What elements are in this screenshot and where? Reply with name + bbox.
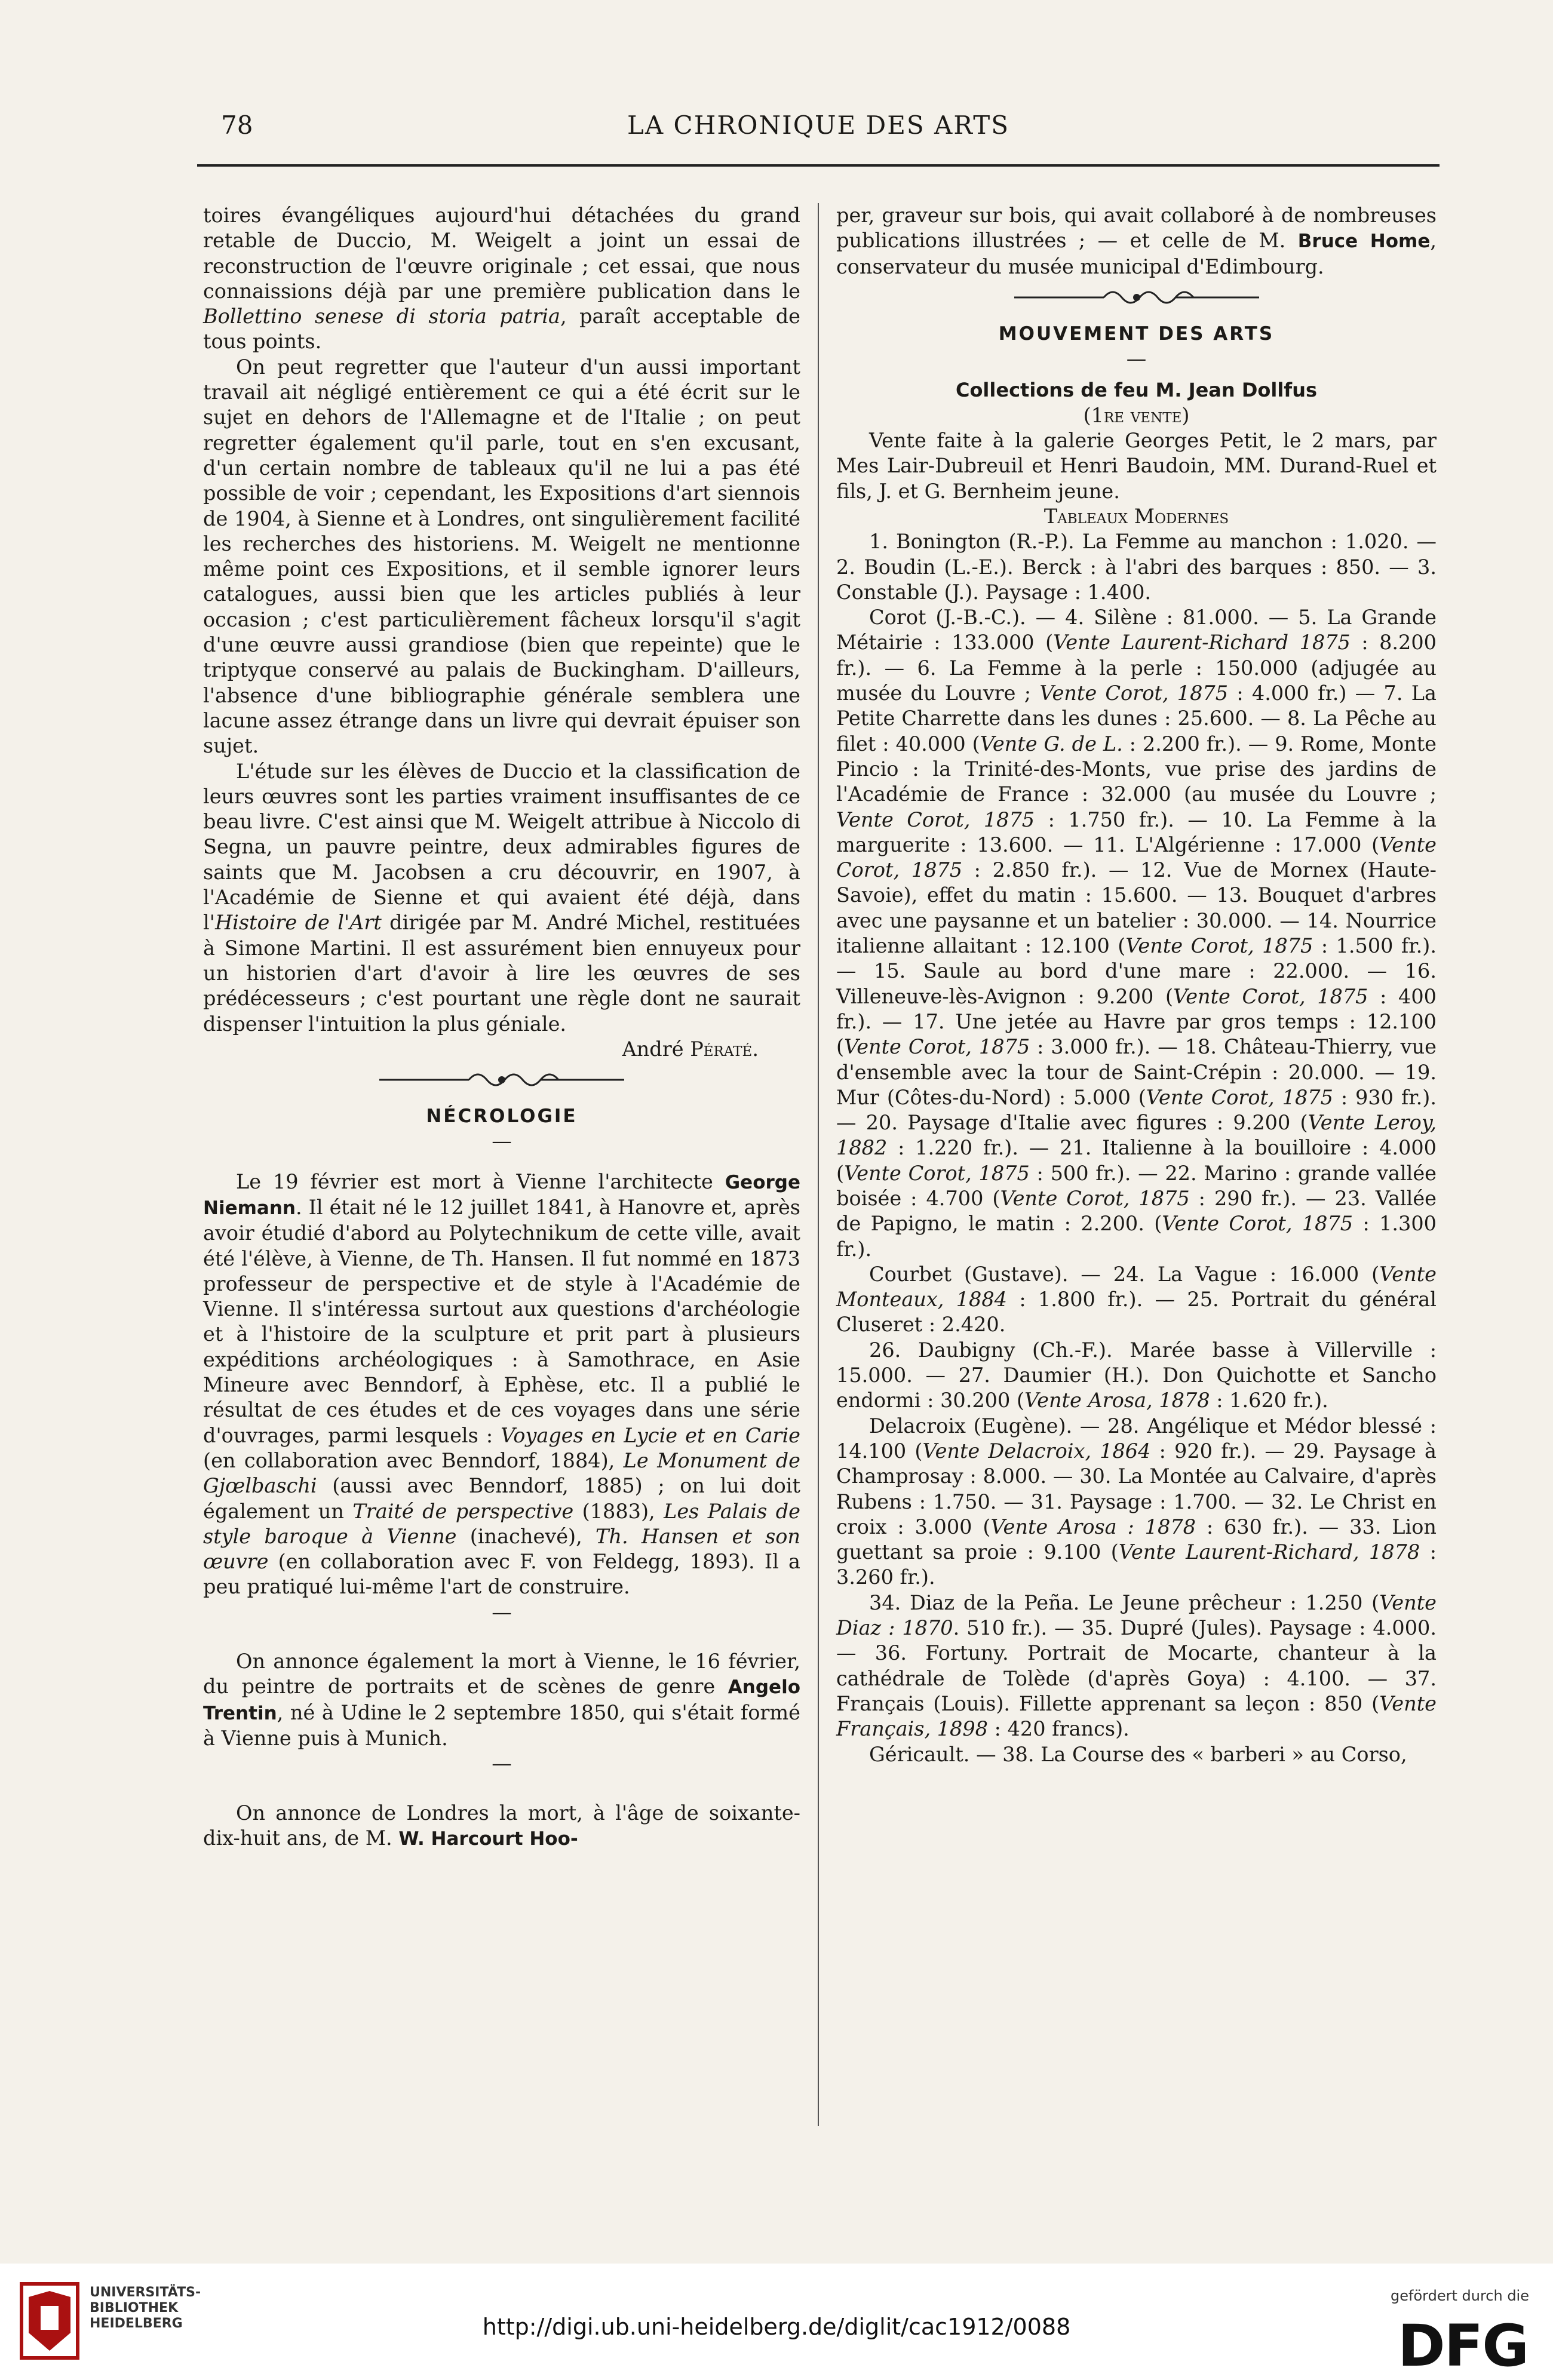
section-title: NÉCROLOGIE [426,1105,578,1128]
subsection-title: Tableaux Modernes [1043,504,1229,528]
left-column [203,203,800,1851]
source-url[interactable]: http://digi.ub.uni-heidelberg.de/diglit/cac1912/0088 [482,2314,1071,2340]
obituary-niemann: Le 19 février est mort à Vienne l'architecte George Niemann. Il était né le 12 juillet 1841, à Hanovre et, après avoir étudié d'abord au Polytechnikum de cette ville, avait été l'élève, à Vienne, de Th. Hansen. Il fut nommé en 1873 professeur de perspective et de style à l'Académie de Vienne. Il s'intéressa surtout aux questions d'archéologie et à l'histoire de la sculpture et prit part à plusieurs expéditions archéologiques : à Samothrace, en Asie Mineure avec Benndorf, à Ephèse, etc. Il a publié le résultat de ces études et de ces voyages dans une série d'ouvrages, parmi lesquels : Voyages en Lycie et en Carie (en collaboration avec Benndorf, 1884), Le Monument de Gjœlbaschi (aussi avec Benndorf, 1885) ; on lui doit également un Traité de perspective (1883), Les Palais de style baroque à Vienne (inachevé), Th. Hansen et son œuvre (en collaboration avec F. von Feldegg, 1893). Il a peu pratiqué lui-même l'art de construire. [203,1169,801,1599]
sale-entry: Corot (J.-B.-C.). — 4. Silène : 81.000. — 5. La Grande Métairie : 133.000 (Vente Laurent-Richard 1875 : 8.200 fr.). — 6. La Femme à la perle : 150.000 (adjugée au musée du Louvre ; Vente Corot, 1875 : 4.000 fr.) — 7. La Petite Charrette dans les dunes : 25.600. — 8. La Pêche au filet : 40.000 (Vente G. de L. : 2.200 fr.). — 9. Rome, Monte Pincio : la Trinité-des-Monts, vue prise des jardins de l'Académie de France : 32.000 (au musée du Louvre ; Vente Corot, 1875 : 1.750 fr.). — 10. La Femme à la marguerite : 13.600. — 11. L'Algérienne : 17.000 (Vente Corot, 1875 : 2.850 fr.). — 12. Vue de Mornex (Haute-Savoie), effet du matin : 15.600. — 13. Bouquet d'arbres avec une paysanne et un batelier : 30.000. — 14. Nourrice italienne allaitant : 12.100 (Vente Corot, 1875 : 1.500 fr.). — 15. Saule au bord d'une mare : 22.000. — 16. Villeneuve-lès-Avignon : 9.200 (Vente Corot, 1875 : 400 fr.). — 17. Une jetée au Havre par gros temps : 12.100 (Vente Corot, 1875 : 3.000 fr.). — 18. Château-Thierry, vue d'ensemble avec la tour de Saint-Crépin : 20.000. — 19. Mur (Côtes-du-Nord) : 5.000 (Vente Corot, 1875 : 930 fr.). — 20. Paysage d'Italie avec figures : 9.200 (Vente Leroy, 1882 : 1.220 fr.). — 21. Italienne à la bouilloire : 4.000 (Vente Corot, 1875 : 500 fr.). — 22. Marino : grande vallée boisée : 4.700 (Vente Corot, 1875 : 290 fr.). — 23. Vallée de Papigno, le matin : 2.200. (Vente Corot, 1875 : 1.300 fr.). [836,606,1437,1261]
right-column [836,203,1437,1767]
library-name: UNIVERSITÄTS- BIBLIOTHEK HEIDELBERG [90,2285,201,2331]
sale-entry: 26. Daubigny (Ch.-F.). Marée basse à Villerville : 15.000. — 27. Daumier (H.). Don Quichotte et Sancho endormi : 30.200 (Vente Arosa, 1878 : 1.620 fr.). [836,1338,1437,1412]
paragraph: toires évangéliques aujourd'hui détachées du grand retable de Duccio, M. Weigelt a joint un essai de reconstruction de l'œuvre originale ; cet essai, que nous connaissions déjà par une première publication dans le Bollettino senese di storia patria, paraît acceptable de tous points. [203,204,800,354]
sale-entry: Courbet (Gustave). — 24. La Vague : 16.000 (Vente Monteaux, 1884 : 1.800 fr.). — 25. Portrait du général Cluseret : 2.420. [836,1262,1437,1337]
running-header [197,110,1440,152]
digitization-footer [0,2264,1553,2380]
paragraph: On peut regretter que l'auteur d'un aussi important travail ait négligé entièrement ce qui a été écrit sur le sujet en dehors de l'Allemagne et de l'Italie ; on peut regretter également qu'il parle, tout en s'en excusant, d'un certain nombre de tableaux qu'il ne lui a pas été possible de voir ; cependant, les Expositions d'art siennois de 1904, à Sienne et à Londres, ont singulièrement facilité les recherches des historiens. M. Weigelt ne mentionne même point ces Expositions, et il semble ignorer leurs catalogues, aussi bien que les articles publiés à leur occasion ; c'est particulièrement fâcheux lorsqu'il s'agit d'une œuvre aussi grandiose (bien que repeinte) que le triptyque conservé au palais de Buckingham. D'ailleurs, l'absence d'une bibliographie générale semblera une lacune assez étrange dans un livre qui devrait épuiser son sujet. [203,355,800,758]
section-title: MOUVEMENT DES ARTS [998,323,1275,345]
sale-entry: 34. Diaz de la Peña. Le Jeune prêcheur : 1.250 (Vente Diaz : 1870. 510 fr.). — 35. Dupré (Jules). Paysage : 4.000. — 36. Fortuny. Portrait de Mocarte, chanteur à la cathédrale de Tolède (d'après Goya) : 4.100. — 37. Français (Louis). Fillette apprenant sa leçon : 850 (Vente Français, 1898 : 420 francs). [836,1590,1437,1741]
obituary-harcourt: On annonce de Londres la mort, à l'âge de soixante-dix-huit ans, de M. W. Harcourt Hoo- [203,1801,800,1850]
column-separator [818,203,819,2126]
dash-separator: — [492,1129,512,1153]
dash-separator: — [492,1600,512,1624]
sale-entry: 1. Bonington (R.-P.). La Femme au manchon : 1.020. — 2. Boudin (L.-E.). Berck : à l'abri des barques : 850. — 3. Constable (J.). Paysage : 1.400. [836,530,1437,604]
sale-intro: Vente faite à la galerie Georges Petit, le 2 mars, par Mes Lair-Dubreuil et Henri Baudoin, MM. Durand-Ruel et fils, J. et G. Bernheim jeune. [836,429,1437,503]
dash-separator: — [1126,347,1147,371]
obituary-trentin: On annonce également la mort à Vienne, le 16 février, du peintre de portraits et de scènes de genre Angelo Trentin, né à Udine le 2 septembre 1850, qui s'était formé à Vienne puis à Munich. [203,1650,800,1750]
dash-separator: — [492,1752,512,1776]
collection-title: Collections de feu M. Jean Dollfus [955,379,1318,402]
paragraph: per, graveur sur bois, qui avait collaboré à de nombreuses publications illustrées ; — et celle de M. Bruce Home, conservateur du musée municipal d'Edimbourg. [836,204,1437,278]
sale-entry: Delacroix (Eugène). — 28. Angélique et Médor blessé : 14.100 (Vente Delacroix, 1864 : 920 fr.). — 29. Paysage à Champrosay : 8.000. — 30. La Montée au Calvaire, d'après Rubens : 1.750. — 31. Paysage : 1.700. — 32. Le Christ en croix : 3.000 (Vente Arosa : 1878 : 630 fr.). — 33. Lion guettant sa proie : 9.100 (Vente Laurent-Richard, 1878 : 3.260 fr.). [836,1414,1437,1589]
paragraph: L'étude sur les élèves de Duccio et la classification de leurs œuvres sont les parties vraiment insuffisantes de ce beau livre. C'est ainsi que M. Weigelt attribue à Niccolo di Segna, un pauvre peintre, deux admirables figures de saints que M. Jacobsen a cru découvrir, en 1907, à l'Académie de Sienne et qui avaient été déjà, dans l'Histoire de l'Art dirigée par M. André Michel, restituées à Simone Martini. Il est assurément bien ennuyeux pour un historien d'art d'avoir à lire les œuvres de ses prédécesseurs ; c'est pourtant une règle dont ne saurait dispenser l'intuition la plus géniale. [203,759,801,1036]
funding-note: gefördert durch die [1391,2287,1529,2304]
ornament-divider [836,280,1437,321]
page-number: 78 [221,110,253,140]
dfg-logo: DFG [1397,2313,1528,2379]
ornament-divider [203,1062,800,1104]
sale-label: (1re vente) [1083,403,1190,427]
header-rule [197,164,1440,167]
author-signature: André Pératé. [622,1037,759,1061]
sale-entry: Géricault. — 38. La Course des « barberi » au Corso, [869,1742,1407,1766]
journal-title: LA CHRONIQUE DES ARTS [627,110,1010,140]
